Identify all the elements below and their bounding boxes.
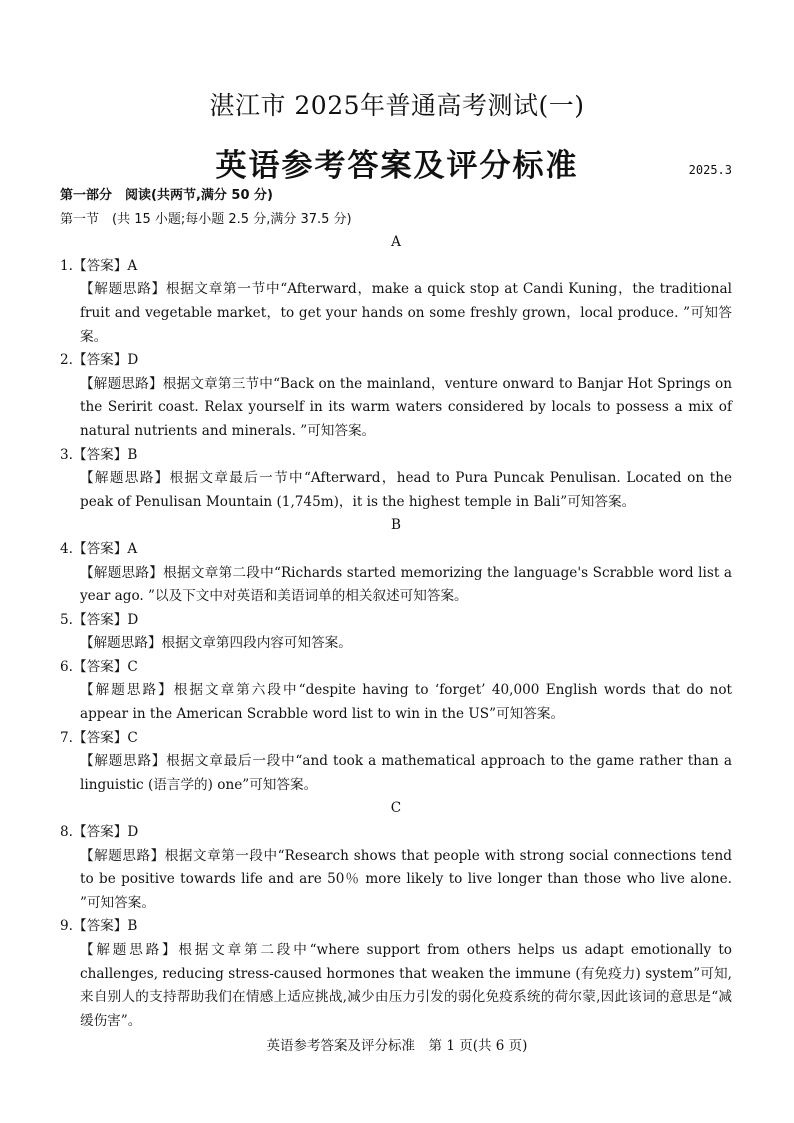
answer-3: 3.【答案】B <box>60 446 138 463</box>
page-footer: 英语参考答案及评分标准 第 1 页(共 6 页) <box>266 1038 528 1054</box>
passage-label-a: A <box>391 234 401 251</box>
answer-1: 1.【答案】A <box>60 257 138 274</box>
part-heading: 第一部分 阅读(共两节,满分 50 分) <box>60 188 273 203</box>
answer-content <box>60 184 732 1033</box>
answer-7: 7.【答案】C <box>60 729 138 746</box>
explanation-4: 【解题思路】根据文章第二段中“Richards started memorizing the language's Scrabble word list a year ago. ”以及下文中对英语和美语词单的相关叙述可知答案。 <box>80 564 732 605</box>
explanation-3: 【解题思路】根据文章最后一节中“Afterward，head to Pura Puncak Penulisan. Located on the peak of Penulisan Mountain (1,745m)，it is the highest temple in Bali”可知答案。 <box>80 470 732 510</box>
explanation-7: 【解题思路】根据文章最后一段中“and took a mathematical approach to the game rather than a linguistic (语言学的) one”可知答案。 <box>80 753 732 793</box>
document-date: 2025.3 <box>688 163 732 177</box>
explanation-6: 【解题思路】根据文章第六段中“despite having to ‘forget’ 40,000 English words that do not appear in the American Scrabble word list to win in the US”可知答案。 <box>80 682 732 723</box>
answer-4: 4.【答案】A <box>60 540 138 557</box>
passage-label-b: B <box>391 517 401 534</box>
section-heading: 第一节 (共 15 小题;每小题 2.5 分,满分 37.5 分) <box>60 211 352 227</box>
document-subtitle: 英语参考答案及评分标准 <box>215 148 579 184</box>
answer-5: 5.【答案】D <box>60 611 139 628</box>
answer-6: 6.【答案】C <box>60 658 138 675</box>
passage-label-c: C <box>390 800 402 817</box>
answer-9: 9.【答案】B <box>60 918 138 935</box>
document-title: 湛江市 2025年普通高考测试(一) <box>209 91 585 120</box>
answer-8: 8.【答案】D <box>60 824 139 841</box>
explanation-5: 【解题思路】根据文章第四段内容可知答案。 <box>80 635 352 652</box>
explanation-1: 【解题思路】根据文章第一节中“Afterward，make a quick stop at Candi Kuning，the traditional fruit and vegetable market，to get your hands on some freshly grown，local produce. ”可知答案。 <box>80 281 732 345</box>
answer-2: 2.【答案】D <box>60 352 139 369</box>
explanation-8: 【解题思路】根据文章第一段中“Research shows that people with strong social connections tend to be positive towards life and are 50％ more likely to live longer than those who live alone. ”可知答案。 <box>80 847 732 911</box>
explanation-9: 【解题思路】根据文章第二段中“where support from others helps us adapt emotionally to challenges, reducing stress-caused hormones that weaken the immune (有免疫力) system”可知,来自别人的支持帮助我们在情感上适应挑战,减少由压力引发的弱化免疫系统的荷尔蒙,因此该词的意思是“减缓伤害”。 <box>80 942 732 1029</box>
explanation-2: 【解题思路】根据文章第三节中“Back on the mainland，venture onward to Banjar Hot Springs on the Seririt coast. Relax yourself in its warm waters considered by locals to possess a mix of natural nutrients and minerals. ”可知答案。 <box>80 375 732 439</box>
